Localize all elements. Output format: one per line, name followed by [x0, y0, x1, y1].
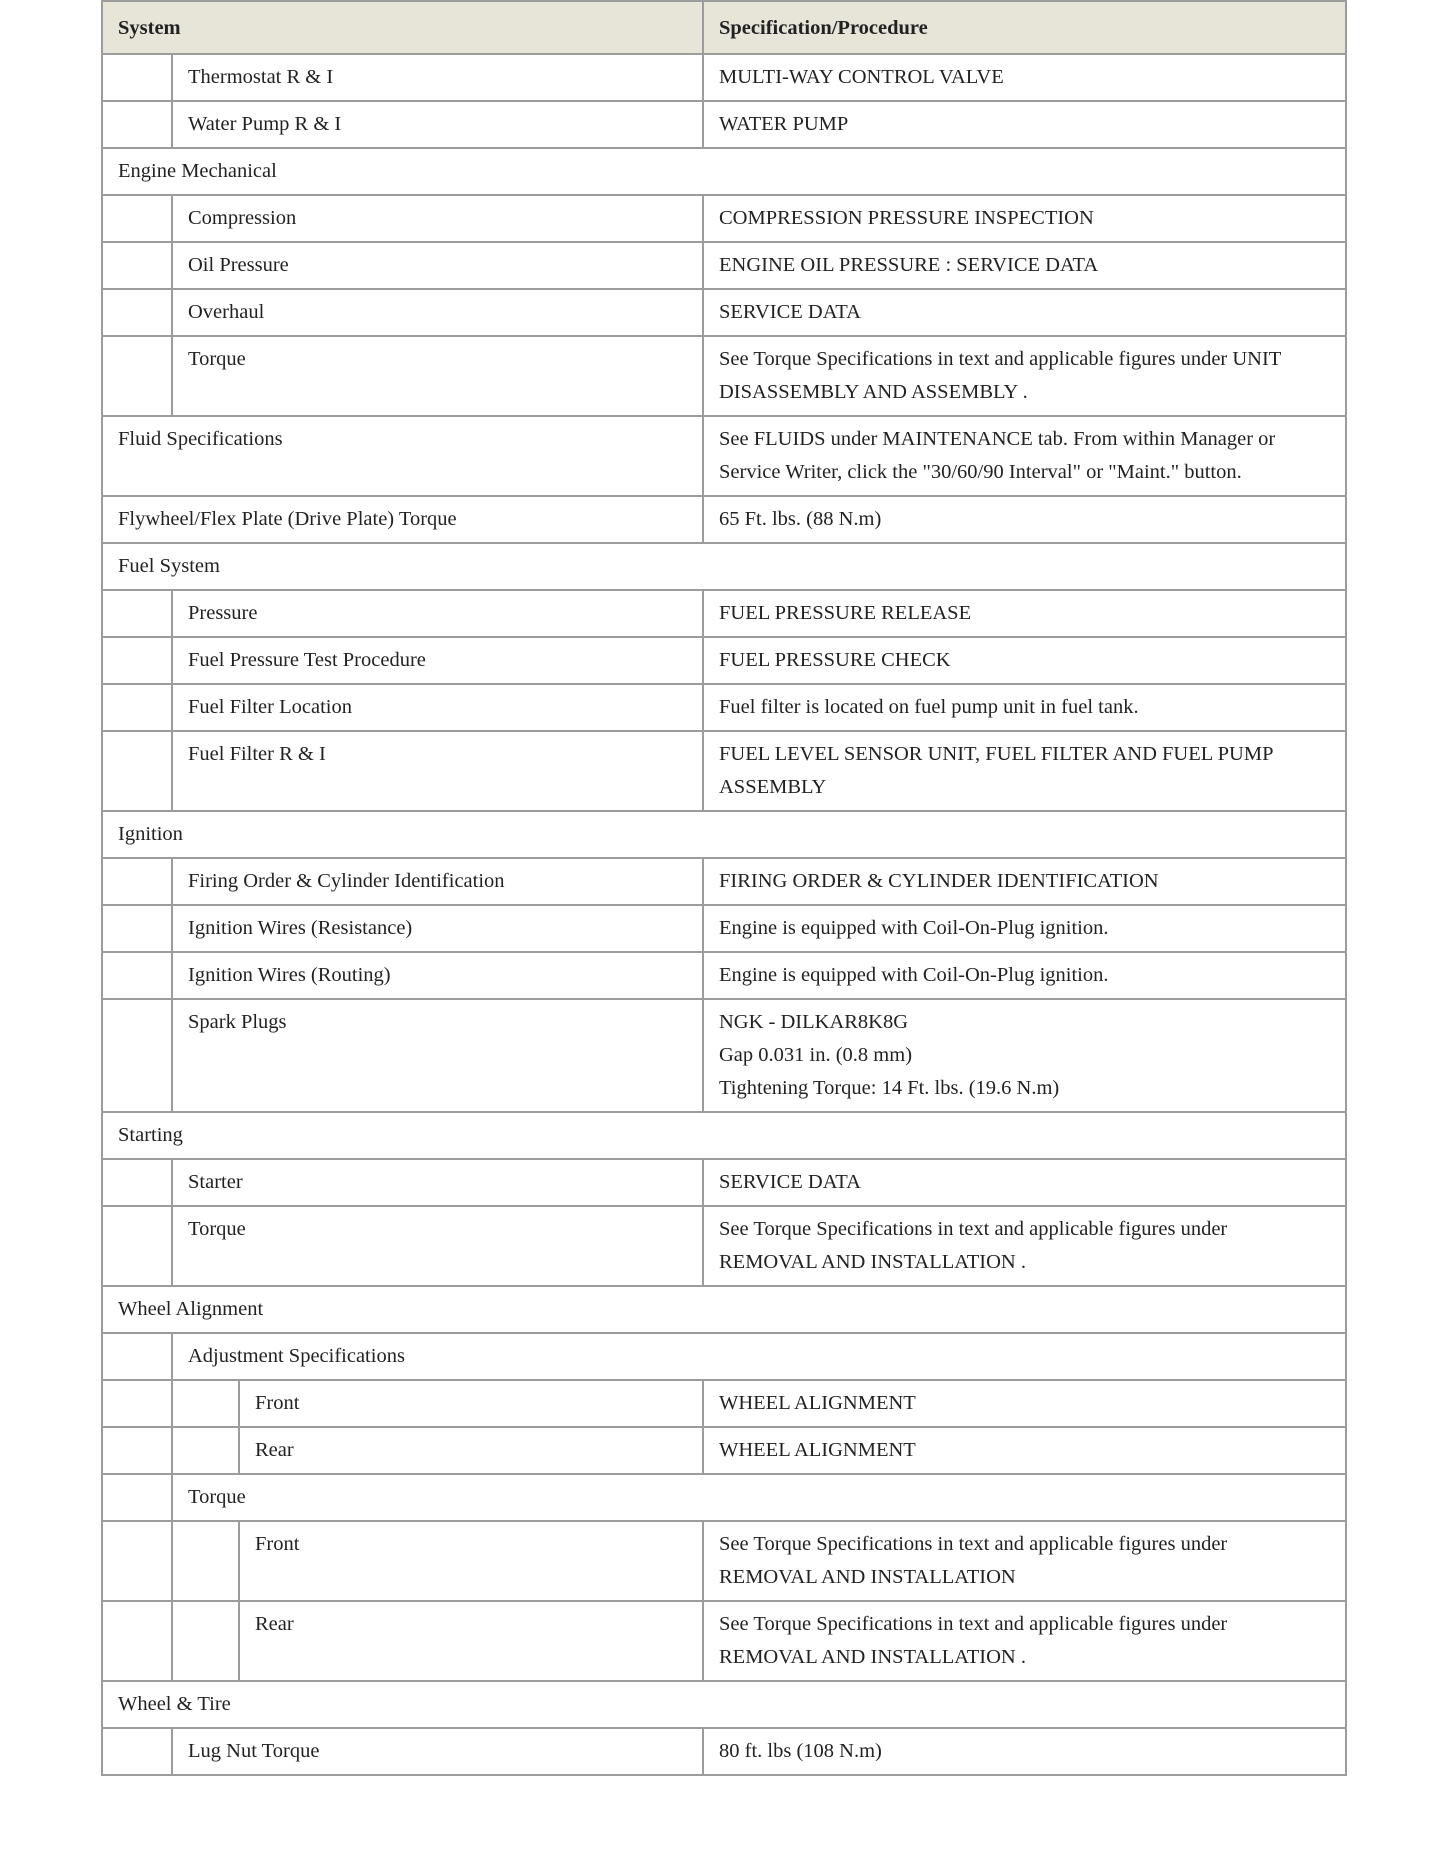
spec-line: FUEL PRESSURE RELEASE [719, 602, 972, 624]
spec-cell [703, 289, 1346, 336]
table-row [102, 637, 1346, 684]
table-row [102, 684, 1346, 731]
spec-cell [703, 496, 1346, 543]
indent-cell [102, 1474, 172, 1521]
system-label: Fluid Specifications [102, 416, 703, 496]
table-row [102, 905, 1346, 952]
system-label: Torque [172, 336, 703, 416]
indent-cell [102, 952, 172, 999]
indent-cell [102, 1601, 172, 1681]
spec-line: FUEL LEVEL SENSOR UNIT, FUEL FILTER AND FUEL PUMP ASSEMBLY [719, 743, 1273, 798]
indent-cell [102, 999, 172, 1112]
indent-cell [102, 858, 172, 905]
table-row [102, 496, 1346, 543]
spec-cell [703, 952, 1346, 999]
section-row [102, 1474, 1346, 1521]
system-label: Front [239, 1521, 703, 1601]
system-label: Spark Plugs [172, 999, 703, 1112]
indent-cell [102, 1521, 172, 1601]
system-label: Compression [172, 195, 703, 242]
spec-line: SERVICE DATA [719, 301, 861, 323]
table-row [102, 336, 1346, 416]
indent-cell [102, 195, 172, 242]
indent-cell [102, 54, 172, 101]
spec-cell [703, 195, 1346, 242]
indent-cell [102, 905, 172, 952]
indent-cell [102, 684, 172, 731]
table-row [102, 858, 1346, 905]
table-row [102, 1380, 1346, 1427]
system-label: Fuel Pressure Test Procedure [172, 637, 703, 684]
spec-cell [703, 999, 1346, 1112]
spec-cell [703, 637, 1346, 684]
system-label: Oil Pressure [172, 242, 703, 289]
section-label: Ignition [102, 811, 1346, 858]
spec-cell [703, 1206, 1346, 1286]
spec-cell [703, 590, 1346, 637]
indent-cell [172, 1521, 239, 1601]
system-label: Water Pump R & I [172, 101, 703, 148]
spec-cell [703, 336, 1346, 416]
section-label: Torque [172, 1474, 1346, 1521]
spec-cell [703, 1159, 1346, 1206]
spec-cell [703, 905, 1346, 952]
section-label: Fuel System [102, 543, 1346, 590]
table-row [102, 1728, 1346, 1775]
system-label: Fuel Filter Location [172, 684, 703, 731]
spec-cell [703, 858, 1346, 905]
system-label: Starter [172, 1159, 703, 1206]
table-row [102, 731, 1346, 811]
spec-cell [703, 1521, 1346, 1601]
indent-cell [102, 1380, 172, 1427]
spec-line: WHEEL ALIGNMENT [719, 1392, 916, 1414]
spec-line: See Torque Specifications in text and applicable figures under REMOVAL AND INSTALLATION . [719, 1613, 1228, 1668]
header-system: System [102, 1, 703, 54]
table-row [102, 1159, 1346, 1206]
spec-line: See Torque Specifications in text and applicable figures under REMOVAL AND INSTALLATION . [719, 1218, 1228, 1273]
indent-cell [102, 289, 172, 336]
spec-line: See Torque Specifications in text and applicable figures under UNIT DISASSEMBLY AND ASSEMBLY . [719, 348, 1281, 403]
system-label: Front [239, 1380, 703, 1427]
system-label: Firing Order & Cylinder Identification [172, 858, 703, 905]
table-body [102, 54, 1346, 1775]
spec-cell [703, 1728, 1346, 1775]
spec-cell [703, 1427, 1346, 1474]
spec-cell [703, 54, 1346, 101]
system-label: Thermostat R & I [172, 54, 703, 101]
indent-cell [102, 731, 172, 811]
section-label: Starting [102, 1112, 1346, 1159]
spec-line: ENGINE OIL PRESSURE : SERVICE DATA [719, 254, 1099, 276]
table-row [102, 195, 1346, 242]
table-header-row [102, 1, 1346, 54]
spec-line: FIRING ORDER & CYLINDER IDENTIFICATION [719, 870, 1159, 892]
spec-line: NGK - DILKAR8K8G [719, 1011, 909, 1033]
table-row [102, 289, 1346, 336]
table-row [102, 1601, 1346, 1681]
spec-cell [703, 1601, 1346, 1681]
table-row [102, 101, 1346, 148]
spec-line: Fuel filter is located on fuel pump unit in fuel tank. [719, 696, 1139, 718]
section-row [102, 1286, 1346, 1333]
spec-table [101, 0, 1347, 1776]
table-row [102, 590, 1346, 637]
indent-cell [102, 242, 172, 289]
system-label: Pressure [172, 590, 703, 637]
spec-line: Engine is equipped with Coil-On-Plug ignition. [719, 917, 1109, 939]
spec-line: 65 Ft. lbs. (88 N.m) [719, 508, 882, 530]
spec-line: See FLUIDS under MAINTENANCE tab. From within Manager or Service Writer, click the "30/60/90 Interval" or "Maint." button. [719, 428, 1276, 483]
indent-cell [102, 1159, 172, 1206]
spec-cell [703, 242, 1346, 289]
spec-cell [703, 684, 1346, 731]
indent-cell [102, 101, 172, 148]
indent-cell [172, 1601, 239, 1681]
table-row [102, 1427, 1346, 1474]
section-row [102, 148, 1346, 195]
indent-cell [172, 1380, 239, 1427]
system-label: Ignition Wires (Resistance) [172, 905, 703, 952]
system-label: Torque [172, 1206, 703, 1286]
system-label: Overhaul [172, 289, 703, 336]
table-row [102, 1206, 1346, 1286]
spec-line: Engine is equipped with Coil-On-Plug ignition. [719, 964, 1109, 986]
table-row [102, 952, 1346, 999]
table-row [102, 1521, 1346, 1601]
system-label: Lug Nut Torque [172, 1728, 703, 1775]
spec-cell [703, 416, 1346, 496]
spec-cell [703, 1380, 1346, 1427]
spec-cell [703, 101, 1346, 148]
indent-cell [172, 1427, 239, 1474]
section-row [102, 811, 1346, 858]
indent-cell [102, 637, 172, 684]
spec-cell [703, 731, 1346, 811]
system-label: Flywheel/Flex Plate (Drive Plate) Torque [102, 496, 703, 543]
section-label: Wheel Alignment [102, 1286, 1346, 1333]
section-row [102, 543, 1346, 590]
section-row [102, 1333, 1346, 1380]
system-label: Ignition Wires (Routing) [172, 952, 703, 999]
spec-line: WATER PUMP [719, 113, 849, 135]
spec-line: SERVICE DATA [719, 1171, 861, 1193]
table-row [102, 416, 1346, 496]
spec-line: Gap 0.031 in. (0.8 mm) [719, 1044, 913, 1066]
spec-line: FUEL PRESSURE CHECK [719, 649, 951, 671]
header-spec: Specification/Procedure [703, 1, 1346, 54]
indent-cell [102, 1333, 172, 1380]
section-label: Engine Mechanical [102, 148, 1346, 195]
indent-cell [102, 1728, 172, 1775]
section-label: Wheel & Tire [102, 1681, 1346, 1728]
spec-line: 80 ft. lbs (108 N.m) [719, 1740, 882, 1762]
indent-cell [102, 1206, 172, 1286]
indent-cell [102, 590, 172, 637]
spec-line: MULTI-WAY CONTROL VALVE [719, 66, 1004, 88]
spec-line: COMPRESSION PRESSURE INSPECTION [719, 207, 1094, 229]
system-label: Rear [239, 1427, 703, 1474]
indent-cell [102, 336, 172, 416]
system-label: Rear [239, 1601, 703, 1681]
section-row [102, 1681, 1346, 1728]
spec-line: Tightening Torque: 14 Ft. lbs. (19.6 N.m) [719, 1077, 1060, 1099]
table-row [102, 54, 1346, 101]
system-label: Fuel Filter R & I [172, 731, 703, 811]
spec-line: WHEEL ALIGNMENT [719, 1439, 916, 1461]
section-label: Adjustment Specifications [172, 1333, 1346, 1380]
table-row [102, 242, 1346, 289]
spec-line: See Torque Specifications in text and applicable figures under REMOVAL AND INSTALLATION [719, 1533, 1228, 1588]
indent-cell [102, 1427, 172, 1474]
table-row [102, 999, 1346, 1112]
section-row [102, 1112, 1346, 1159]
